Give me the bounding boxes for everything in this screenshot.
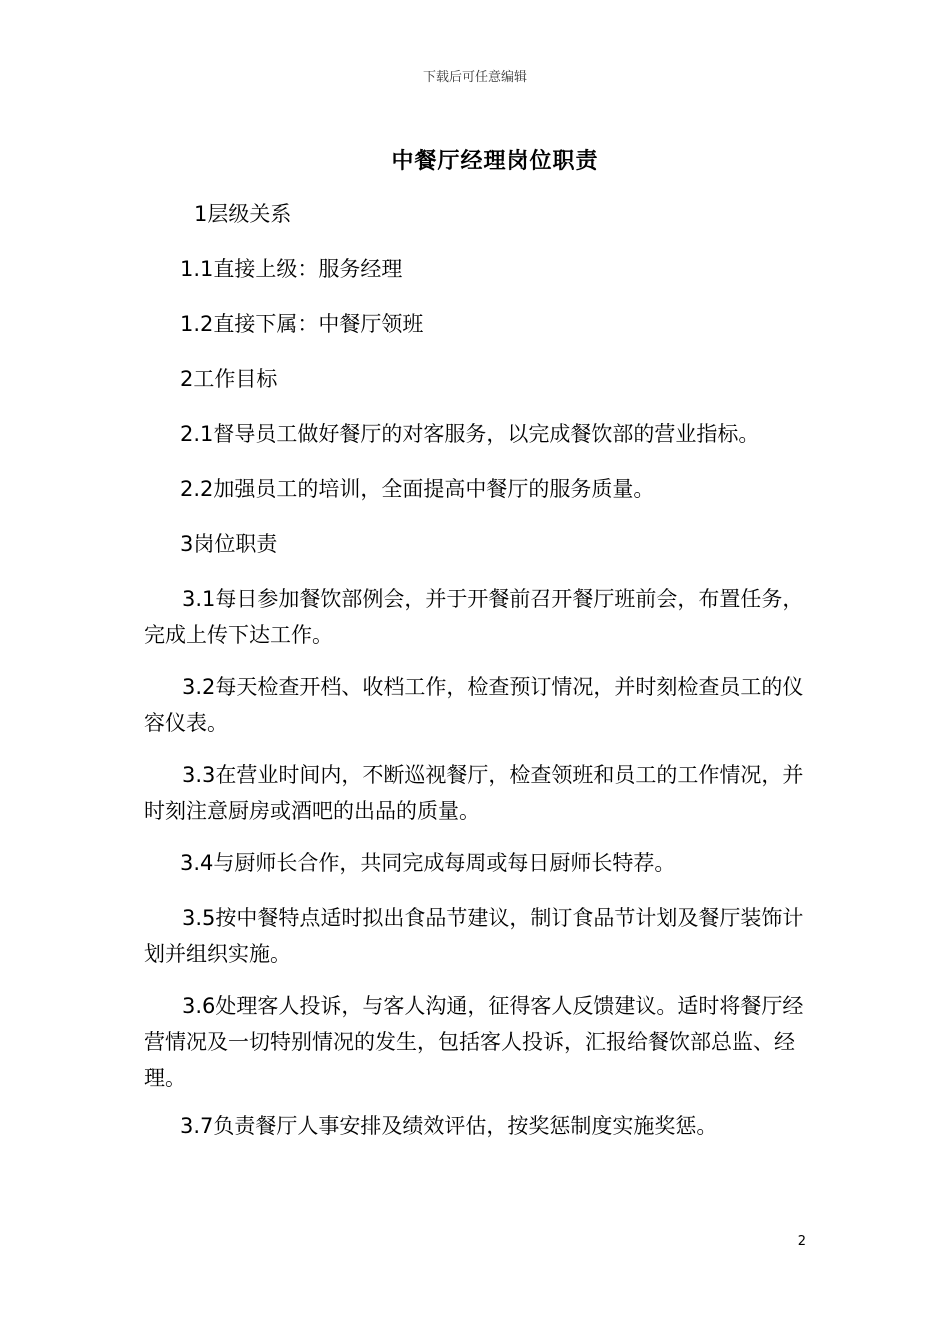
section-heading: 1层级关系 (194, 202, 292, 226)
section-heading: 3岗位职责 (180, 532, 278, 556)
paragraph: 1.2直接下属：中餐厅领班 (180, 312, 424, 336)
paragraph: 3.6处理客人投诉，与客人沟通，征得客人反馈建议。适时将餐厅经营情况及一切特别情况的发生，包括客人投诉，汇报给餐饮部总监、经理。 (144, 994, 804, 1090)
paragraph: 1.1直接上级：服务经理 (180, 257, 403, 281)
paragraph: 3.2每天检查开档、收档工作，检查预订情况，并时刻检查员工的仪容仪表。 (144, 675, 804, 735)
page-number: 2 (797, 1234, 806, 1249)
paragraph: 3.3在营业时间内，不断巡视餐厅，检查领班和员工的工作情况，并时刻注意厨房或酒吧的出品的质量。 (144, 763, 804, 823)
paragraph: 2.2加强员工的培训，全面提高中餐厅的服务质量。 (180, 477, 655, 501)
header-note: 下载后可任意编辑 (422, 70, 527, 85)
paragraph: 3.5按中餐特点适时拟出食品节建议，制订食品节计划及餐厅装饰计划并组织实施。 (144, 906, 804, 966)
paragraph: 3.7负责餐厅人事安排及绩效评估，按奖惩制度实施奖惩。 (180, 1114, 718, 1138)
paragraph: 3.4与厨师长合作，共同完成每周或每日厨师长特荐。 (180, 851, 676, 875)
section-heading: 2工作目标 (180, 367, 278, 391)
paragraph: 2.1督导员工做好餐厅的对客服务，以完成餐饮部的营业指标。 (180, 422, 760, 446)
paragraph: 3.1每日参加餐饮部例会，并于开餐前召开餐厅班前会，布置任务，完成上传下达工作。 (144, 587, 804, 647)
document-title: 中餐厅经理岗位职责 (391, 149, 599, 174)
